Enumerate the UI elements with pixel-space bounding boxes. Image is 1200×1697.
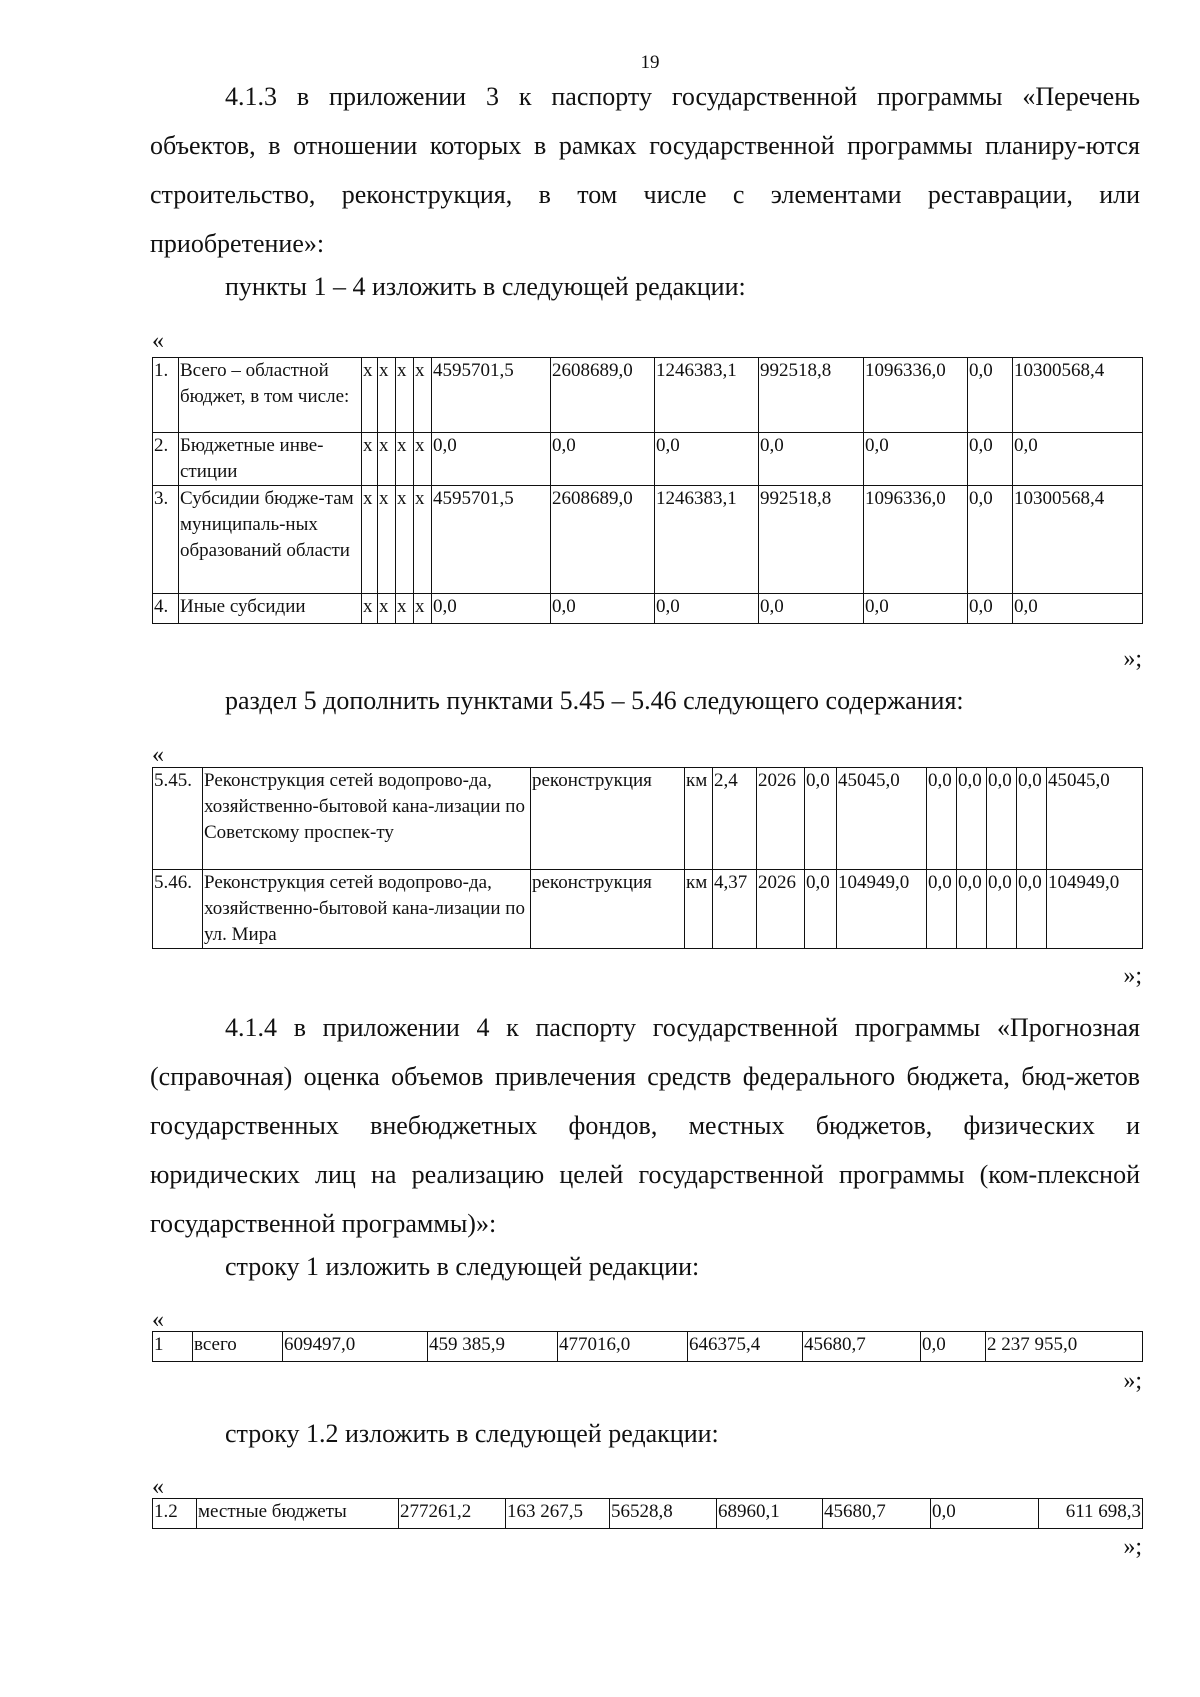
cell-v5: 0,0 bbox=[864, 433, 968, 486]
quote-close-2: »; bbox=[1123, 963, 1142, 989]
cell-x4: x bbox=[414, 358, 432, 433]
cell-c: 0,0 bbox=[927, 870, 957, 949]
cell-num: 1 bbox=[153, 1332, 193, 1362]
cell-name: Бюджетные инве-стиции bbox=[179, 433, 362, 486]
cell-total: 104949,0 bbox=[1047, 870, 1143, 949]
cell-len: 2,4 bbox=[713, 768, 757, 870]
cell-x3: x bbox=[396, 433, 414, 486]
cell-v6: 0,0 bbox=[968, 486, 1013, 594]
cell-v2: 2608689,0 bbox=[551, 486, 655, 594]
cell-num: 5.46. bbox=[153, 870, 203, 949]
cell-name: местные бюджеты bbox=[197, 1499, 399, 1529]
cell-name: Всего – областной бюджет, в том числе: bbox=[179, 358, 362, 433]
cell-x3: x bbox=[396, 486, 414, 594]
cell-x2: x bbox=[378, 594, 396, 624]
cell-x1: x bbox=[362, 594, 378, 624]
quote-close-1: »; bbox=[1123, 646, 1142, 672]
cell-f: 0,0 bbox=[1017, 768, 1047, 870]
cell-len: 4,37 bbox=[713, 870, 757, 949]
cell-v3: 56528,8 bbox=[610, 1499, 717, 1529]
page-number: 19 bbox=[640, 52, 660, 73]
cell-v7: 2 237 955,0 bbox=[986, 1332, 1143, 1362]
cell-name: Субсидии бюдже-там муниципаль-ных образований области bbox=[179, 486, 362, 594]
quote-open-2: « bbox=[152, 742, 164, 768]
cell-num: 4. bbox=[153, 594, 179, 624]
quote-open-4: « bbox=[152, 1474, 164, 1500]
cell-name: Реконструкция сетей водопрово-да, хозяйственно-бытовой кана-лизации по ул. Мира bbox=[203, 870, 531, 949]
cell-v7: 10300568,4 bbox=[1013, 486, 1143, 594]
cell-v4: 0,0 bbox=[759, 433, 864, 486]
cell-x1: x bbox=[362, 433, 378, 486]
cell-name: всего bbox=[193, 1332, 283, 1362]
table-row bbox=[153, 594, 1143, 624]
section5-table bbox=[152, 767, 1143, 949]
quote-close-3: »; bbox=[1123, 1368, 1142, 1394]
cell-v7: 10300568,4 bbox=[1013, 358, 1143, 433]
cell-year: 2026 bbox=[757, 870, 805, 949]
cell-num: 3. bbox=[153, 486, 179, 594]
cell-v3: 1246383,1 bbox=[655, 358, 759, 433]
cell-e: 0,0 bbox=[987, 870, 1017, 949]
cell-x1: x bbox=[362, 358, 378, 433]
cell-v1: 4595701,5 bbox=[432, 358, 551, 433]
local-budgets-table bbox=[152, 1498, 1143, 1529]
cell-f: 0,0 bbox=[1017, 870, 1047, 949]
cell-v4: 646375,4 bbox=[688, 1332, 803, 1362]
cell-x1: x bbox=[362, 486, 378, 594]
cell-v4: 992518,8 bbox=[759, 358, 864, 433]
row12-instruction: строку 1.2 изложить в следующей редакции: bbox=[225, 1419, 719, 1448]
cell-x4: x bbox=[414, 486, 432, 594]
cell-v7: 0,0 bbox=[1013, 594, 1143, 624]
table-row bbox=[153, 433, 1143, 486]
objects-table bbox=[152, 357, 1143, 624]
table-row bbox=[153, 1332, 1143, 1362]
cell-v1: 609497,0 bbox=[283, 1332, 428, 1362]
section5-instruction: раздел 5 дополнить пунктами 5.45 – 5.46 следующего содержания: bbox=[225, 686, 964, 715]
cell-v2: 2608689,0 bbox=[551, 358, 655, 433]
cell-d: 0,0 bbox=[957, 768, 987, 870]
cell-x4: x bbox=[414, 594, 432, 624]
cell-v1: 4595701,5 bbox=[432, 486, 551, 594]
cell-x4: x bbox=[414, 433, 432, 486]
cell-type: реконструкция bbox=[531, 768, 685, 870]
cell-v3: 0,0 bbox=[655, 433, 759, 486]
total-row-table bbox=[152, 1331, 1143, 1362]
cell-num: 1.2 bbox=[153, 1499, 197, 1529]
cell-v6: 0,0 bbox=[931, 1499, 1039, 1529]
row1-instruction: строку 1 изложить в следующей редакции: bbox=[225, 1252, 700, 1281]
cell-v5: 1096336,0 bbox=[864, 486, 968, 594]
table-row bbox=[153, 358, 1143, 433]
cell-total: 45045,0 bbox=[1047, 768, 1143, 870]
cell-v1: 277261,2 bbox=[399, 1499, 506, 1529]
cell-v5: 0,0 bbox=[864, 594, 968, 624]
cell-x2: x bbox=[378, 433, 396, 486]
cell-num: 5.45. bbox=[153, 768, 203, 870]
section-4-1-4-text: 4.1.4 в приложении 4 к паспорту государственной программы «Прогнозная (справочная) оценка объемов привлечения средств федерального бюджета, бюд-жетов государственных внебюджетных фондов, местных бюджетов, физических и юридических лиц на реализацию целей государственной программы (ком-плексной государственной программы)»: bbox=[150, 1013, 1140, 1238]
cell-v3: 0,0 bbox=[655, 594, 759, 624]
cell-year: 2026 bbox=[757, 768, 805, 870]
cell-v7: 611 698,3 bbox=[1039, 1499, 1143, 1529]
cell-v3: 477016,0 bbox=[558, 1332, 688, 1362]
cell-v2: 0,0 bbox=[551, 433, 655, 486]
section-4-1-3-instruction: пункты 1 – 4 изложить в следующей редакции: bbox=[225, 272, 746, 301]
section-4-1-3-paragraph bbox=[150, 72, 1140, 268]
cell-v7: 0,0 bbox=[1013, 433, 1143, 486]
cell-v6: 0,0 bbox=[968, 358, 1013, 433]
cell-c: 0,0 bbox=[927, 768, 957, 870]
quote-open-1: « bbox=[152, 328, 164, 354]
cell-unit: км bbox=[685, 870, 713, 949]
cell-v1: 0,0 bbox=[432, 594, 551, 624]
cell-v2: 459 385,9 bbox=[428, 1332, 558, 1362]
cell-v5: 45680,7 bbox=[823, 1499, 931, 1529]
cell-a: 0,0 bbox=[805, 870, 837, 949]
cell-x2: x bbox=[378, 358, 396, 433]
table-row bbox=[153, 1499, 1143, 1529]
cell-name: Иные субсидии bbox=[179, 594, 362, 624]
cell-e: 0,0 bbox=[987, 768, 1017, 870]
cell-v1: 0,0 bbox=[432, 433, 551, 486]
cell-num: 2. bbox=[153, 433, 179, 486]
section-4-1-4-paragraph bbox=[150, 1003, 1140, 1248]
table-row bbox=[153, 768, 1143, 870]
cell-v4: 0,0 bbox=[759, 594, 864, 624]
quote-close-4: »; bbox=[1123, 1534, 1142, 1560]
cell-v6: 0,0 bbox=[968, 594, 1013, 624]
cell-v4: 68960,1 bbox=[717, 1499, 823, 1529]
cell-v4: 992518,8 bbox=[759, 486, 864, 594]
cell-b: 104949,0 bbox=[837, 870, 927, 949]
cell-a: 0,0 bbox=[805, 768, 837, 870]
cell-name: Реконструкция сетей водопрово-да, хозяйственно-бытовой кана-лизации по Советскому проспек-ту bbox=[203, 768, 531, 870]
cell-unit: км bbox=[685, 768, 713, 870]
cell-x3: x bbox=[396, 358, 414, 433]
cell-type: реконструкция bbox=[531, 870, 685, 949]
cell-d: 0,0 bbox=[957, 870, 987, 949]
cell-v2: 163 267,5 bbox=[506, 1499, 610, 1529]
cell-x2: x bbox=[378, 486, 396, 594]
cell-num: 1. bbox=[153, 358, 179, 433]
cell-v6: 0,0 bbox=[921, 1332, 986, 1362]
section-4-1-3-text: 4.1.3 в приложении 3 к паспорту государственной программы «Перечень объектов, в отношении которых в рамках государственной программы планиру-ются строительство, реконструкция, в том числе с элементами реставрации, или приобретение»: bbox=[150, 82, 1140, 258]
cell-x3: x bbox=[396, 594, 414, 624]
table-row bbox=[153, 486, 1143, 594]
cell-v2: 0,0 bbox=[551, 594, 655, 624]
cell-v5: 1096336,0 bbox=[864, 358, 968, 433]
cell-b: 45045,0 bbox=[837, 768, 927, 870]
cell-v5: 45680,7 bbox=[803, 1332, 921, 1362]
quote-open-3: « bbox=[152, 1307, 164, 1333]
table-row bbox=[153, 870, 1143, 949]
cell-v6: 0,0 bbox=[968, 433, 1013, 486]
cell-v3: 1246383,1 bbox=[655, 486, 759, 594]
